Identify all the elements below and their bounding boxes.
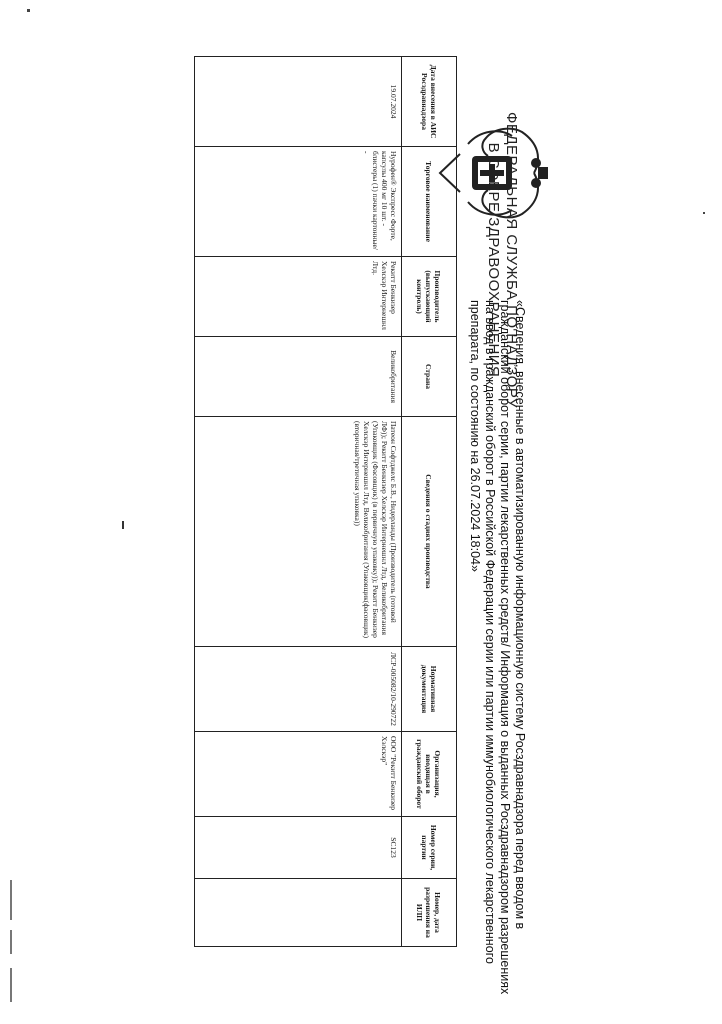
column-header: Сведения о стадиях производства xyxy=(402,417,457,647)
cell-date: 19.07.2024 xyxy=(195,57,402,147)
cell-trade-name: Нурофен® Экспресс Форте, капсулы 400 мг 10 шт. - блистеры (1) пачки картонные/ - xyxy=(195,147,402,257)
table-row xyxy=(195,57,402,947)
agency-line-1: ФЕДЕРАЛЬНАЯ СЛУЖБА ПО НАДЗОРУ xyxy=(503,111,520,409)
column-header: Номер, дата разрешения на ИЛП xyxy=(402,879,457,947)
cell-production-stages: Патеон Софтджелс Б.В., Нидерланды (Производитель (готовой ЛФ)); Рекитт Бенкизер Хелскэр Интернешнл Лтд, Великобритания (Упаковщик (Фасовщик) (в первичную упаковку)); Рекитт Бенкизер Хелскэр Интернешнл Лтд, Великобритания (Упаковщик(фасовщик) (вторичная/третичная упаковка)) xyxy=(195,417,402,647)
heading-line: «Сведения, внесенные в автоматизированную информационную систему Росздравнадзора перед вводом в xyxy=(513,300,527,930)
heading-line: препарата, по состоянию на 26.07.2024 18:04» xyxy=(468,300,482,572)
column-header: Номер серии, партии xyxy=(402,817,457,879)
column-header: Страна xyxy=(402,337,457,417)
scan-edge-line xyxy=(10,968,12,1002)
scan-edge-line xyxy=(10,880,12,920)
column-header: Организация, вводящая в гражданский оборот xyxy=(402,732,457,817)
scan-edge-line xyxy=(10,930,12,954)
column-header: Нормативная документация xyxy=(402,647,457,732)
series-table xyxy=(194,56,457,947)
cell-series-number: SC123 xyxy=(195,817,402,879)
cell-country: Великобритания xyxy=(195,337,402,417)
cell-manufacturer: Рекитт Бенкизер Хелскэр Интернешнл Лтд. xyxy=(195,257,402,337)
column-header: Торговое наименование xyxy=(402,147,457,257)
series-table-wrapper xyxy=(194,56,457,947)
stray-mark xyxy=(122,521,124,529)
cell-permit-number xyxy=(195,879,402,947)
cell-normative-document: ЛСР-005082/10-290722 xyxy=(195,647,402,732)
document-heading xyxy=(467,300,527,995)
heading-line: гражданский оборот серии, партии лекарственных средств/ Информация о выданных Росздравнадзором разрешениях xyxy=(498,300,512,995)
cell-organization: ООО "Рекитт Бенкизер Хэлскэр" xyxy=(195,732,402,817)
column-header: Производитель (выпускающий контроль) xyxy=(402,257,457,337)
heading-line: на ввод в гражданский оборот в Российской Федерации серии или партии иммунобиологического лекарственного xyxy=(483,300,497,964)
table-header-row xyxy=(402,57,457,947)
agency-line-2: В СФЕРЕ ЗДРАВООХРАНЕНИЯ xyxy=(485,142,502,378)
column-header: Дата внесения в АИС Росздравнадзора xyxy=(402,57,457,147)
